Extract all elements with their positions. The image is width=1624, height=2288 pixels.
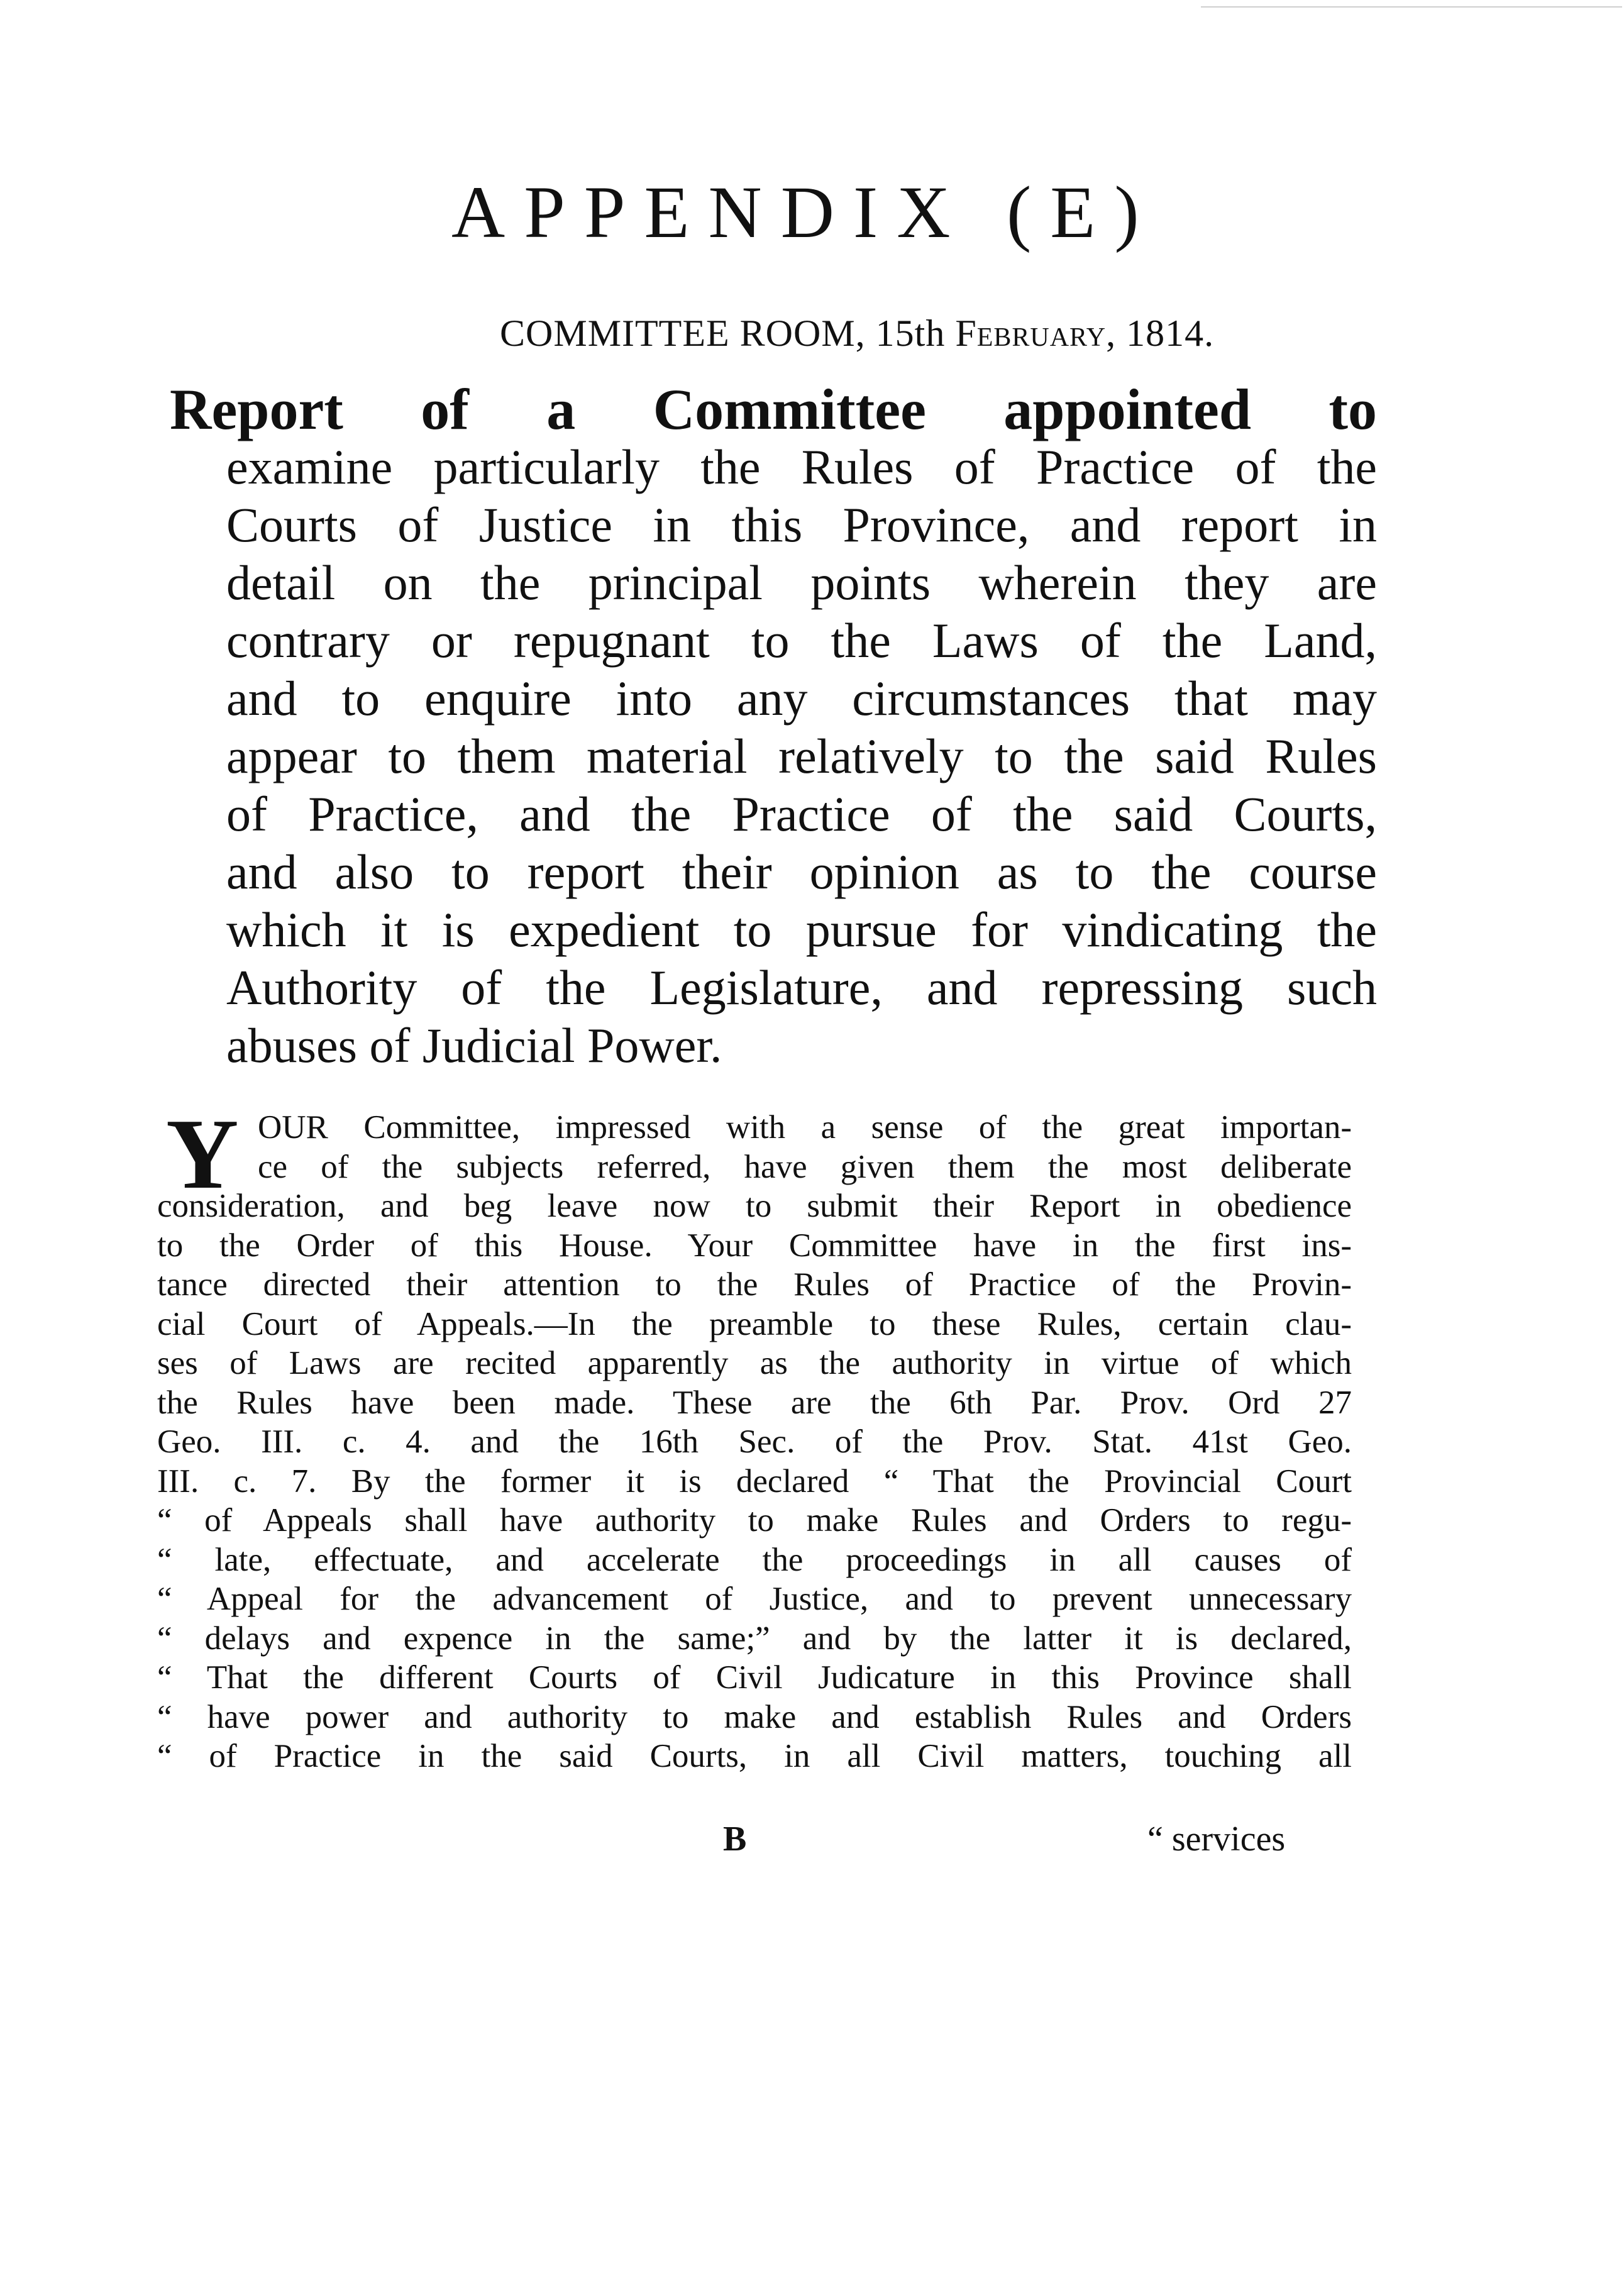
report-title-line: appear to them material relatively to the said Rules: [226, 729, 1377, 783]
body-line: tance directed their attention to the Rules of Practice of the Provin-: [157, 1266, 1352, 1303]
body-line: “ of Appeals shall have authority to make Rules and Orders to regu-: [157, 1502, 1352, 1539]
body-line: “ delays and expence in the same;” and by the latter it is declared,: [157, 1620, 1352, 1657]
dateline-place: COMMITTEE ROOM,: [500, 312, 866, 354]
catchword: “ services: [1147, 1820, 1286, 1859]
body-line: cial Court of Appeals.—In the preamble to these Rules, certain clau-: [157, 1305, 1352, 1342]
report-title-line: and also to report their opinion as to the course: [226, 844, 1377, 899]
body-line: “ Appeal for the advancement of Justice, and to prevent unnecessary: [157, 1581, 1352, 1617]
body-paragraph: [157, 1098, 1352, 1776]
report-title-line: detail on the principal points wherein they are: [226, 555, 1377, 610]
report-title-line: Report of a Committee appointed to: [170, 377, 1377, 441]
body-line: consideration, and beg leave now to submit their Report in obedience: [157, 1188, 1352, 1224]
dateline: [500, 308, 1214, 358]
dateline-month: February,: [955, 312, 1117, 354]
report-title-line: of Practice, and the Practice of the said Courts,: [226, 787, 1377, 841]
scan-edge-rule: [1201, 6, 1622, 8]
report-title-line: abuses of Judicial Power.: [226, 1018, 722, 1073]
report-title-line: Courts of Justice in this Province, and report in: [226, 497, 1377, 552]
body-line: “ late, effectuate, and accelerate the proceedings in all causes of: [157, 1541, 1352, 1578]
body-line: to the Order of this House. Your Committee have in the first ins-: [157, 1227, 1352, 1264]
body-line: “ have power and authority to make and establish Rules and Orders: [157, 1698, 1352, 1735]
appendix-title: APPENDIX (E): [451, 171, 1158, 253]
body-line: “ That the different Courts of Civil Judicature in this Province shall: [157, 1659, 1352, 1696]
report-title-line: Authority of the Legislature, and repressing such: [226, 960, 1377, 1015]
body-line: Geo. III. c. 4. and the 16th Sec. of the Prov. Stat. 41st Geo.: [157, 1423, 1352, 1460]
body-line: “ of Practice in the said Courts, in all Civil matters, touching all: [157, 1738, 1352, 1774]
body-line: ses of Laws are recited apparently as the authority in virtue of which: [157, 1345, 1352, 1381]
body-line: the Rules have been made. These are the 6th Par. Prov. Ord 27: [157, 1384, 1352, 1421]
body-line: III. c. 7. By the former it is declared “ That the Provincial Court: [157, 1462, 1352, 1500]
report-title-line: and to enquire into any circumstances that may: [226, 671, 1377, 726]
dateline-day: 15th: [875, 312, 946, 354]
signature-mark: B: [723, 1820, 747, 1859]
report-title-line: which it is expedient to pursue for vindicating the: [226, 902, 1377, 957]
report-title-line: examine particularly the Rules of Practice of the: [226, 439, 1377, 494]
report-title-line: contrary or repugnant to the Laws of the Land,: [226, 613, 1377, 668]
body-line: OUR Committee, impressed with a sense of the great importan-: [258, 1109, 1352, 1146]
body-line: ce of the subjects referred, have given them the most deliberate: [258, 1148, 1352, 1185]
dateline-year: 1814.: [1126, 312, 1215, 354]
drop-cap: Y: [166, 1098, 239, 1210]
report-title: [170, 377, 1377, 1075]
